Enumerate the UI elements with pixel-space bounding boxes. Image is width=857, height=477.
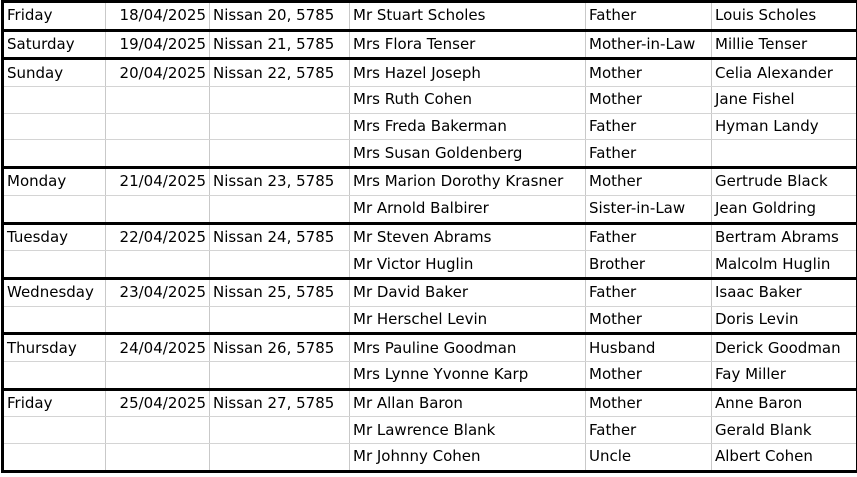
- table-row: [3, 168, 857, 196]
- relationship-cell[interactable]: Father: [586, 140, 712, 168]
- day-cell[interactable]: Thursday: [3, 334, 106, 362]
- hebrew-date-cell[interactable]: [210, 444, 350, 472]
- remembered-by-cell[interactable]: Jane Fishel: [712, 87, 857, 114]
- day-cell[interactable]: [3, 361, 106, 389]
- relationship-cell[interactable]: Father: [586, 2, 712, 31]
- date-cell[interactable]: 23/04/2025: [106, 278, 210, 306]
- name-cell[interactable]: Mr Lawrence Blank: [350, 417, 586, 444]
- relationship-cell[interactable]: Sister-in-Law: [586, 195, 712, 223]
- remembered-by-cell[interactable]: Albert Cohen: [712, 444, 857, 472]
- remembered-by-cell[interactable]: Louis Scholes: [712, 2, 857, 31]
- hebrew-date-cell[interactable]: [210, 251, 350, 279]
- hebrew-date-cell[interactable]: [210, 417, 350, 444]
- yahrzeit-table: [1, 0, 857, 473]
- name-cell[interactable]: Mr Arnold Balbirer: [350, 195, 586, 223]
- table-row: [3, 334, 857, 362]
- remembered-by-cell[interactable]: Derick Goodman: [712, 334, 857, 362]
- date-cell[interactable]: 22/04/2025: [106, 223, 210, 251]
- relationship-cell[interactable]: Father: [586, 417, 712, 444]
- table-row: [3, 389, 857, 417]
- table-row: [3, 444, 857, 472]
- hebrew-date-cell[interactable]: Nissan 24, 5785: [210, 223, 350, 251]
- table-body: [3, 2, 857, 472]
- date-cell[interactable]: [106, 306, 210, 334]
- relationship-cell[interactable]: Mother: [586, 361, 712, 389]
- relationship-cell[interactable]: Father: [586, 223, 712, 251]
- date-cell[interactable]: 24/04/2025: [106, 334, 210, 362]
- hebrew-date-cell[interactable]: Nissan 23, 5785: [210, 168, 350, 196]
- name-cell[interactable]: Mrs Ruth Cohen: [350, 87, 586, 114]
- hebrew-date-cell[interactable]: [210, 361, 350, 389]
- table-row: [3, 278, 857, 306]
- table-row: [3, 87, 857, 114]
- relationship-cell[interactable]: Mother: [586, 389, 712, 417]
- date-cell[interactable]: 18/04/2025: [106, 2, 210, 31]
- hebrew-date-cell[interactable]: Nissan 26, 5785: [210, 334, 350, 362]
- day-cell[interactable]: [3, 251, 106, 279]
- name-cell[interactable]: Mrs Susan Goldenberg: [350, 140, 586, 168]
- remembered-by-cell[interactable]: Fay Miller: [712, 361, 857, 389]
- day-cell[interactable]: [3, 195, 106, 223]
- remembered-by-cell[interactable]: Malcolm Huglin: [712, 251, 857, 279]
- remembered-by-cell[interactable]: Jean Goldring: [712, 195, 857, 223]
- table-row: [3, 361, 857, 389]
- day-cell[interactable]: [3, 87, 106, 114]
- relationship-cell[interactable]: Mother-in-Law: [586, 30, 712, 59]
- date-cell[interactable]: [106, 251, 210, 279]
- day-cell[interactable]: [3, 444, 106, 472]
- relationship-cell[interactable]: Mother: [586, 306, 712, 334]
- name-cell[interactable]: Mr Johnny Cohen: [350, 444, 586, 472]
- hebrew-date-cell[interactable]: [210, 195, 350, 223]
- day-cell[interactable]: Monday: [3, 168, 106, 196]
- table-row: [3, 251, 857, 279]
- name-cell[interactable]: Mr Herschel Levin: [350, 306, 586, 334]
- name-cell[interactable]: Mrs Lynne Yvonne Karp: [350, 361, 586, 389]
- date-cell[interactable]: 19/04/2025: [106, 30, 210, 59]
- remembered-by-cell[interactable]: Isaac Baker: [712, 278, 857, 306]
- remembered-by-cell[interactable]: Hyman Landy: [712, 113, 857, 140]
- day-cell[interactable]: Tuesday: [3, 223, 106, 251]
- hebrew-date-cell[interactable]: Nissan 22, 5785: [210, 59, 350, 87]
- table-row: [3, 140, 857, 168]
- table-row: [3, 113, 857, 140]
- day-cell[interactable]: [3, 417, 106, 444]
- date-cell[interactable]: 21/04/2025: [106, 168, 210, 196]
- remembered-by-cell[interactable]: Millie Tenser: [712, 30, 857, 59]
- day-cell[interactable]: Wednesday: [3, 278, 106, 306]
- date-cell[interactable]: [106, 113, 210, 140]
- relationship-cell[interactable]: Father: [586, 278, 712, 306]
- date-cell[interactable]: 20/04/2025: [106, 59, 210, 87]
- relationship-cell[interactable]: Mother: [586, 168, 712, 196]
- day-cell[interactable]: Saturday: [3, 30, 106, 59]
- name-cell[interactable]: Mr David Baker: [350, 278, 586, 306]
- hebrew-date-cell[interactable]: Nissan 27, 5785: [210, 389, 350, 417]
- name-cell[interactable]: Mr Stuart Scholes: [350, 2, 586, 31]
- date-cell[interactable]: [106, 417, 210, 444]
- relationship-cell[interactable]: Brother: [586, 251, 712, 279]
- day-cell[interactable]: Friday: [3, 2, 106, 31]
- date-cell[interactable]: [106, 361, 210, 389]
- name-cell[interactable]: Mr Victor Huglin: [350, 251, 586, 279]
- relationship-cell[interactable]: Husband: [586, 334, 712, 362]
- remembered-by-cell[interactable]: Gertrude Black: [712, 168, 857, 196]
- relationship-cell[interactable]: Father: [586, 113, 712, 140]
- date-cell[interactable]: [106, 195, 210, 223]
- day-cell[interactable]: [3, 140, 106, 168]
- day-cell[interactable]: Sunday: [3, 59, 106, 87]
- name-cell[interactable]: Mrs Marion Dorothy Krasner: [350, 168, 586, 196]
- remembered-by-cell[interactable]: [712, 140, 857, 168]
- name-cell[interactable]: Mrs Freda Bakerman: [350, 113, 586, 140]
- hebrew-date-cell[interactable]: Nissan 20, 5785: [210, 2, 350, 31]
- remembered-by-cell[interactable]: Gerald Blank: [712, 417, 857, 444]
- name-cell[interactable]: Mr Allan Baron: [350, 389, 586, 417]
- table-row: [3, 223, 857, 251]
- date-cell[interactable]: [106, 87, 210, 114]
- relationship-cell[interactable]: Mother: [586, 87, 712, 114]
- table-row: [3, 30, 857, 59]
- hebrew-date-cell[interactable]: Nissan 25, 5785: [210, 278, 350, 306]
- table-row: [3, 2, 857, 31]
- relationship-cell[interactable]: Mother: [586, 59, 712, 87]
- remembered-by-cell[interactable]: Doris Levin: [712, 306, 857, 334]
- day-cell[interactable]: Friday: [3, 389, 106, 417]
- table-row: [3, 195, 857, 223]
- day-cell[interactable]: [3, 113, 106, 140]
- name-cell[interactable]: Mr Steven Abrams: [350, 223, 586, 251]
- hebrew-date-cell[interactable]: [210, 113, 350, 140]
- name-cell[interactable]: Mrs Pauline Goodman: [350, 334, 586, 362]
- name-cell[interactable]: Mrs Hazel Joseph: [350, 59, 586, 87]
- remembered-by-cell[interactable]: Bertram Abrams: [712, 223, 857, 251]
- remembered-by-cell[interactable]: Anne Baron: [712, 389, 857, 417]
- hebrew-date-cell[interactable]: [210, 140, 350, 168]
- date-cell[interactable]: [106, 444, 210, 472]
- table-row: [3, 59, 857, 87]
- table-row: [3, 306, 857, 334]
- table-row: [3, 417, 857, 444]
- date-cell[interactable]: [106, 140, 210, 168]
- day-cell[interactable]: [3, 306, 106, 334]
- name-cell[interactable]: Mrs Flora Tenser: [350, 30, 586, 59]
- hebrew-date-cell[interactable]: [210, 87, 350, 114]
- hebrew-date-cell[interactable]: Nissan 21, 5785: [210, 30, 350, 59]
- hebrew-date-cell[interactable]: [210, 306, 350, 334]
- relationship-cell[interactable]: Uncle: [586, 444, 712, 472]
- date-cell[interactable]: 25/04/2025: [106, 389, 210, 417]
- remembered-by-cell[interactable]: Celia Alexander: [712, 59, 857, 87]
